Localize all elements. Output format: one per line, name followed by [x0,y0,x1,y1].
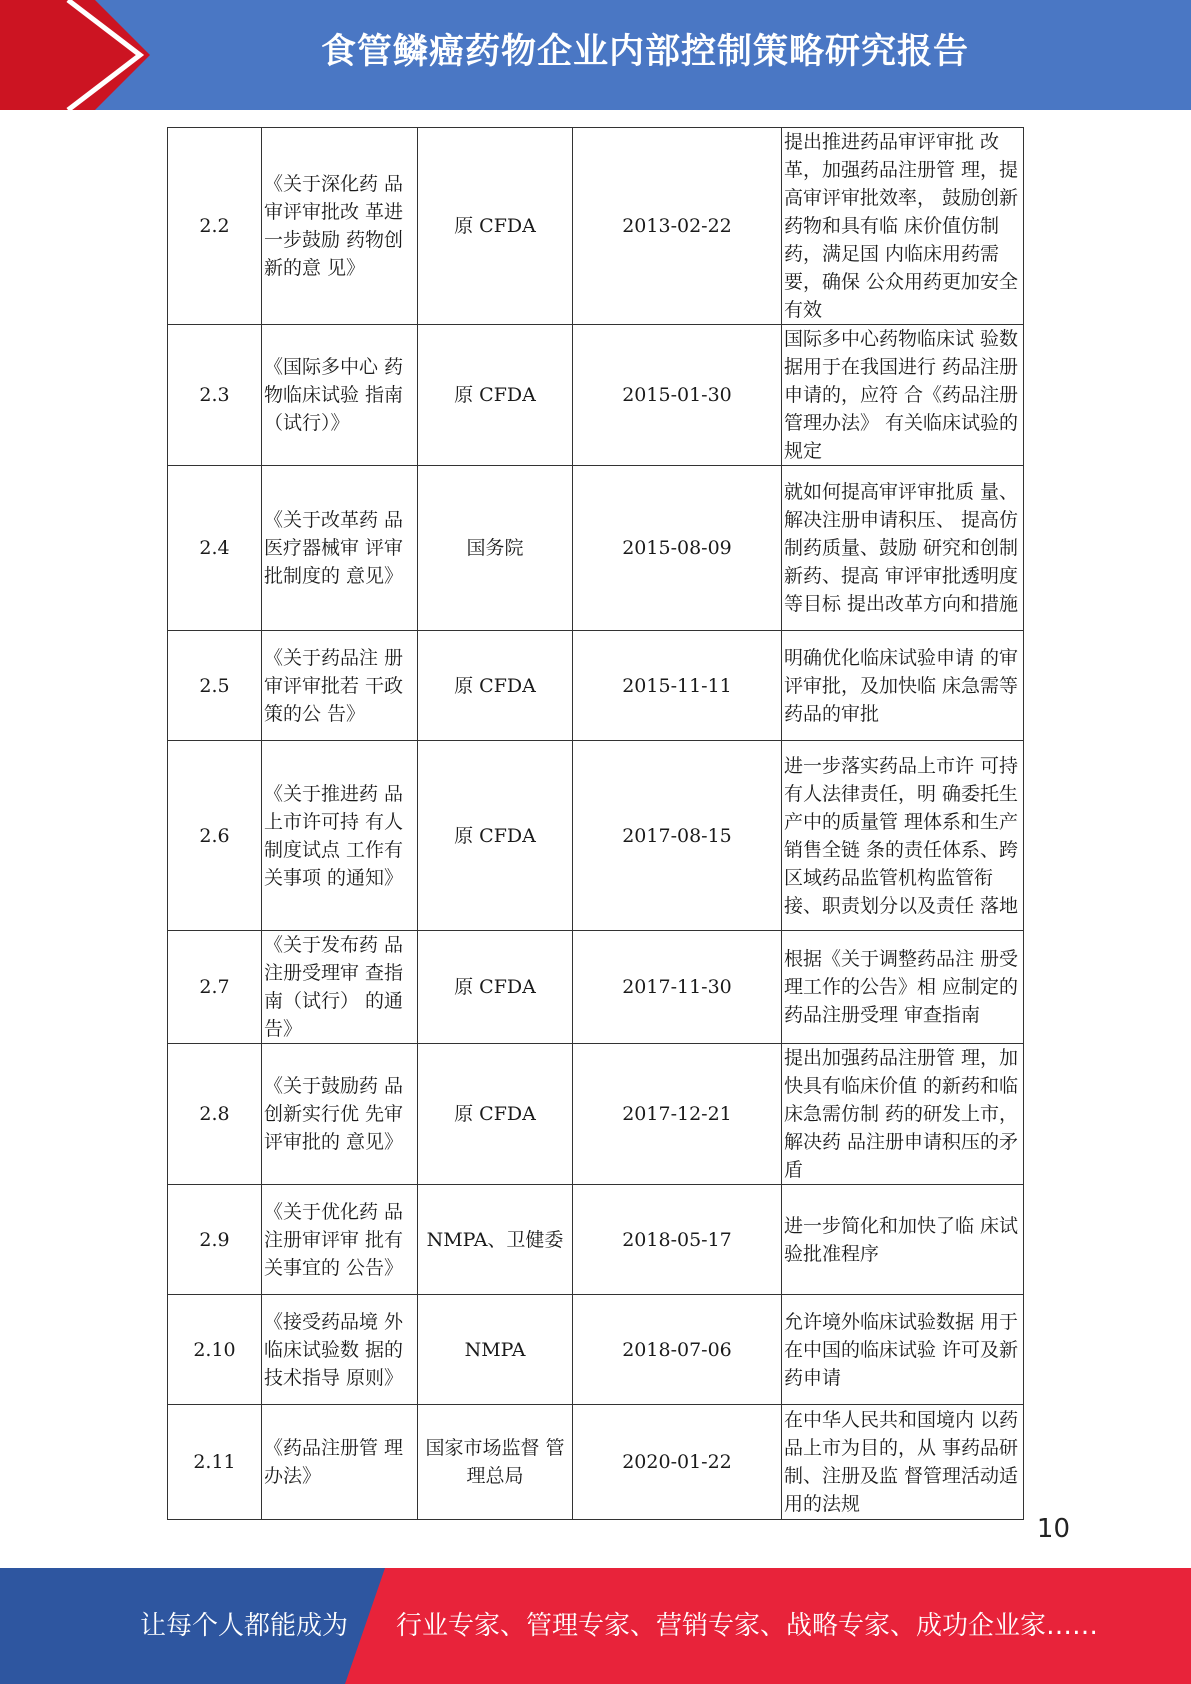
table-row [168,631,1024,741]
row-number: 2.3 [168,325,262,466]
issue-date: 2020-01-22 [573,1405,782,1520]
issue-date: 2015-11-11 [573,631,782,741]
table-row [168,931,1024,1044]
policy-description: 根据《关于调整药品注 册受理工作的公告》相 应制定的药品注册受理 审查指南 [782,931,1024,1044]
page-header [0,0,1191,110]
issuing-organization: 原 CFDA [418,325,573,466]
report-title: 食管鳞癌药物企业内部控制策略研究报告 [320,32,969,72]
table-row [168,1295,1024,1405]
policy-title: 《关于深化药 品审评审批改 革进一步鼓励 药物创新的意 见》 [262,128,418,325]
issuing-organization: 原 CFDA [418,931,573,1044]
issuing-organization: NMPA [418,1295,573,1405]
policy-description: 明确优化临床试验申请 的审评审批，及加快临 床急需等药品的审批 [782,631,1024,741]
issue-date: 2017-08-15 [573,741,782,931]
policy-description: 进一步落实药品上市许 可持有人法律责任，明 确委托生产中的质量管 理体系和生产销售全链 条的责任体系、跨区域药品监管机构监管衔 接、职责划分以及责任 落地 [782,741,1024,931]
issue-date: 2013-02-22 [573,128,782,325]
footer-slogan-left: 让每个人都能成为 [140,1611,349,1641]
issue-date: 2015-01-30 [573,325,782,466]
row-number: 2.6 [168,741,262,931]
table-row [168,741,1024,931]
policy-title: 《关于鼓励药 品创新实行优 先审评审批的 意见》 [262,1044,418,1185]
policy-table [167,127,1024,1520]
row-number: 2.7 [168,931,262,1044]
row-number: 2.9 [168,1185,262,1295]
row-number: 2.4 [168,466,262,631]
table-row [168,325,1024,466]
issue-date: 2018-07-06 [573,1295,782,1405]
issuing-organization: 原 CFDA [418,1044,573,1185]
page-number: 10 [1036,1514,1070,1544]
policy-title: 《关于优化药 品注册审评审 批有关事宜的 公告》 [262,1185,418,1295]
issuing-organization: 国家市场监督 管理总局 [418,1405,573,1520]
issuing-organization: 原 CFDA [418,128,573,325]
policy-description: 国际多中心药物临床试 验数据用于在我国进行 药品注册申请的，应符 合《药品注册管理办法》 有关临床试验的规定 [782,325,1024,466]
table-row [168,1185,1024,1295]
issue-date: 2017-12-21 [573,1044,782,1185]
policy-title: 《关于发布药 品注册受理审 查指南（试行） 的通告》 [262,931,418,1044]
row-number: 2.5 [168,631,262,741]
policy-description: 提出加强药品注册管 理，加快具有临床价值 的新药和临床急需仿制 药的研发上市，解决药 品注册申请积压的矛盾 [782,1044,1024,1185]
row-number: 2.2 [168,128,262,325]
policy-title: 《接受药品境 外临床试验数 据的技术指导 原则》 [262,1295,418,1405]
policy-description: 提出推进药品审评审批 改革，加强药品注册管 理，提高审评审批效率， 鼓励创新药物和具有临 床价值仿制药，满足国 内临床用药需要，确保 公众用药更加安全有效 [782,128,1024,325]
page-footer [0,1568,1191,1684]
issuing-organization: 原 CFDA [418,631,573,741]
footer-slogan-right: 行业专家、管理专家、营销专家、战略专家、成功企业家…… [396,1611,1099,1641]
policy-title: 《药品注册管 理办法》 [262,1405,418,1520]
row-number: 2.10 [168,1295,262,1405]
policy-title: 《关于药品注 册审评审批若 干政策的公 告》 [262,631,418,741]
policy-title: 《关于推进药 品上市许可持 有人制度试点 工作有关事项 的通知》 [262,741,418,931]
row-number: 2.8 [168,1044,262,1185]
table-row [168,466,1024,631]
issuing-organization: NMPA、卫健委 [418,1185,573,1295]
header-red-arrow-decoration [0,0,150,110]
policy-description: 就如何提高审评审批质 量、解决注册申请积压、 提高仿制药质量、鼓励 研究和创制新药、提高 审评审批透明度等目标 提出改革方向和措施 [782,466,1024,631]
table-row [168,128,1024,325]
table-row [168,1405,1024,1520]
issue-date: 2017-11-30 [573,931,782,1044]
issuing-organization: 原 CFDA [418,741,573,931]
policy-description: 允许境外临床试验数据 用于在中国的临床试验 许可及新药申请 [782,1295,1024,1405]
row-number: 2.11 [168,1405,262,1520]
policy-title: 《国际多中心 药物临床试验 指南（试行）》 [262,325,418,466]
table-row [168,1044,1024,1185]
policy-title: 《关于改革药 品医疗器械审 评审批制度的 意见》 [262,466,418,631]
policy-description: 在中华人民共和国境内 以药品上市为目的，从 事药品研制、注册及监 督管理活动适用的法规 [782,1405,1024,1520]
policy-description: 进一步简化和加快了临 床试验批准程序 [782,1185,1024,1295]
issue-date: 2018-05-17 [573,1185,782,1295]
issue-date: 2015-08-09 [573,466,782,631]
issuing-organization: 国务院 [418,466,573,631]
